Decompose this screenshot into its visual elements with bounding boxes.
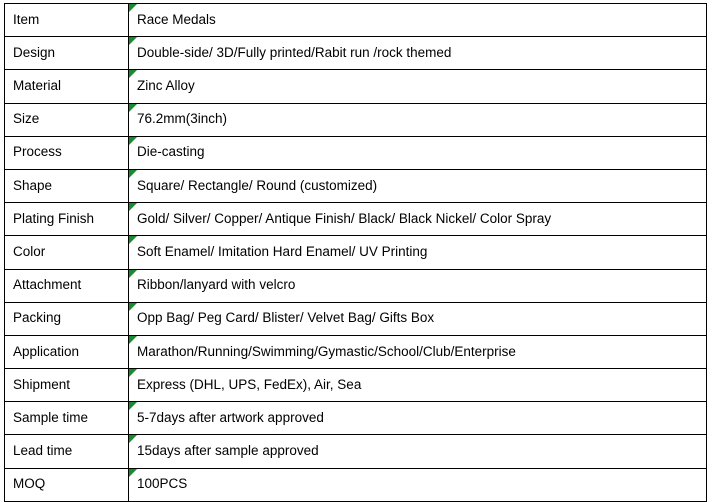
row-value: Double-side/ 3D/Fully printed/Rabit run /rock themed (137, 44, 452, 60)
row-label-cell (5, 203, 129, 236)
row-value-cell (129, 402, 707, 435)
row-label: Size (13, 111, 40, 127)
table-row (5, 369, 707, 402)
row-value-cell (129, 37, 707, 70)
corner-marker-icon (129, 336, 137, 344)
corner-marker-icon (129, 104, 137, 112)
specification-table (4, 3, 707, 502)
corner-marker-icon (129, 70, 137, 78)
row-label: Lead time (13, 443, 73, 459)
row-value-cell (129, 103, 707, 136)
row-label-cell (5, 70, 129, 103)
row-value: 76.2mm(3inch) (137, 111, 228, 127)
row-value: Die-casting (137, 144, 205, 160)
row-value: Soft Enamel/ Imitation Hard Enamel/ UV Printing (137, 243, 428, 259)
row-label: Design (13, 44, 56, 60)
row-label-cell (5, 236, 129, 269)
row-label: Color (13, 243, 46, 259)
corner-marker-icon (129, 369, 137, 377)
row-label: Shape (13, 177, 53, 193)
row-label-cell (5, 402, 129, 435)
row-value-cell (129, 369, 707, 402)
row-value: Express (DHL, UPS, FedEx), Air, Sea (137, 376, 362, 392)
table-row (5, 70, 707, 103)
row-label: Shipment (13, 376, 71, 392)
row-value-cell (129, 136, 707, 169)
row-label: Application (13, 343, 80, 359)
row-value-cell (129, 169, 707, 202)
row-value: Ribbon/lanyard with velcro (137, 277, 296, 293)
table-row (5, 4, 707, 37)
row-label-cell (5, 302, 129, 335)
row-label-cell (5, 136, 129, 169)
row-value-cell (129, 236, 707, 269)
row-value: Race Medals (137, 11, 216, 27)
table-row (5, 236, 707, 269)
row-value-cell (129, 269, 707, 302)
row-value: Square/ Rectangle/ Round (customized) (137, 177, 378, 193)
corner-marker-icon (129, 236, 137, 244)
corner-marker-icon (129, 435, 137, 443)
corner-marker-icon (129, 402, 137, 410)
table-row (5, 335, 707, 368)
row-label-cell (5, 37, 129, 70)
row-value-cell (129, 302, 707, 335)
row-label: Sample time (13, 409, 89, 425)
table-row (5, 302, 707, 335)
row-label: Material (13, 78, 62, 94)
row-value: Opp Bag/ Peg Card/ Blister/ Velvet Bag/ Gifts Box (137, 310, 435, 326)
row-label-cell (5, 103, 129, 136)
row-label-cell (5, 169, 129, 202)
row-label-cell (5, 4, 129, 37)
row-value-cell (129, 468, 707, 501)
corner-marker-icon (129, 203, 137, 211)
corner-marker-icon (129, 137, 137, 145)
corner-marker-icon (129, 37, 137, 45)
table-row (5, 203, 707, 236)
row-value: 15days after sample approved (137, 443, 319, 459)
row-label: Attachment (13, 277, 82, 293)
row-value: Zinc Alloy (137, 78, 195, 94)
table-row (5, 103, 707, 136)
table-row (5, 169, 707, 202)
row-label-cell (5, 269, 129, 302)
row-label-cell (5, 468, 129, 501)
row-value-cell (129, 435, 707, 468)
row-value: 100PCS (137, 476, 188, 492)
row-value: Gold/ Silver/ Copper/ Antique Finish/ Black/ Black Nickel/ Color Spray (137, 210, 552, 226)
row-label-cell (5, 335, 129, 368)
row-label-cell (5, 435, 129, 468)
corner-marker-icon (129, 469, 137, 477)
table-body (5, 4, 707, 502)
corner-marker-icon (129, 170, 137, 178)
row-value-cell (129, 4, 707, 37)
table-row (5, 435, 707, 468)
row-label: MOQ (13, 476, 46, 492)
row-label: Item (13, 11, 40, 27)
row-value-cell (129, 203, 707, 236)
row-value-cell (129, 335, 707, 368)
corner-marker-icon (129, 270, 137, 278)
table-row (5, 402, 707, 435)
table-row (5, 269, 707, 302)
row-label: Process (13, 144, 62, 160)
row-value: 5-7days after artwork approved (137, 409, 324, 425)
table-row (5, 37, 707, 70)
table-row (5, 136, 707, 169)
corner-marker-icon (129, 303, 137, 311)
row-value: Marathon/Running/Swimming/Gymastic/School/Club/Enterprise (137, 343, 516, 359)
table-row (5, 468, 707, 501)
row-label: Plating Finish (13, 210, 95, 226)
row-label: Packing (13, 310, 62, 326)
row-value-cell (129, 70, 707, 103)
corner-marker-icon (129, 4, 137, 12)
row-label-cell (5, 369, 129, 402)
